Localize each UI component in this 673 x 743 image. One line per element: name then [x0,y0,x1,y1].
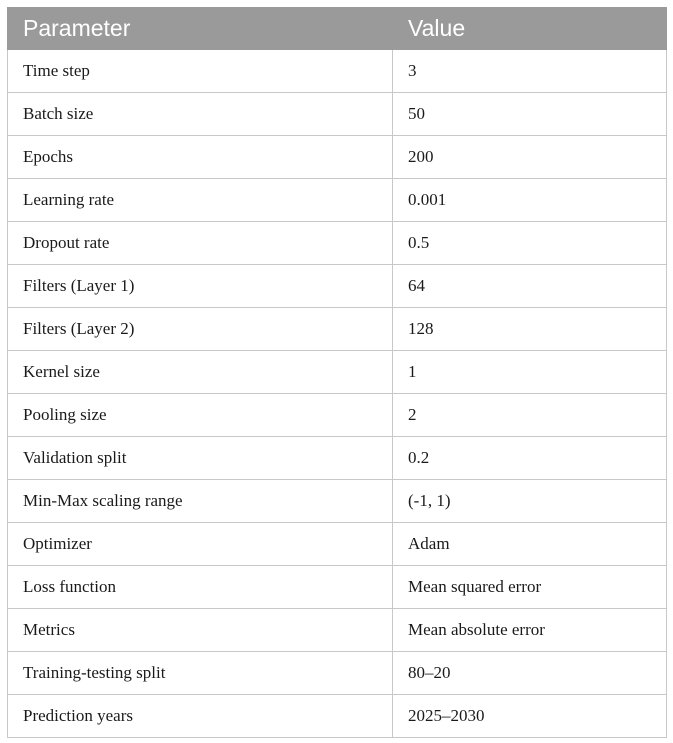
table-row [8,222,667,265]
parameter-cell: Optimizer [8,523,393,566]
table-row [8,179,667,222]
table-body [8,50,667,738]
value-cell: (-1, 1) [393,480,667,523]
table-row [8,50,667,93]
parameter-cell: Loss function [8,566,393,609]
value-cell: Mean squared error [393,566,667,609]
table-row [8,136,667,179]
parameter-cell: Pooling size [8,394,393,437]
header-row [8,8,667,50]
parameter-table [7,7,667,738]
table-row [8,308,667,351]
parameter-cell: Metrics [8,609,393,652]
value-cell: 0.001 [393,179,667,222]
value-cell: 0.2 [393,437,667,480]
value-cell: 80–20 [393,652,667,695]
parameter-cell: Min-Max scaling range [8,480,393,523]
parameter-cell: Prediction years [8,695,393,738]
table-row [8,265,667,308]
value-cell: 64 [393,265,667,308]
value-cell: Mean absolute error [393,609,667,652]
table-row [8,351,667,394]
table-row [8,652,667,695]
value-cell: 50 [393,93,667,136]
parameter-cell: Learning rate [8,179,393,222]
parameter-cell: Filters (Layer 2) [8,308,393,351]
value-cell: 3 [393,50,667,93]
table-row [8,93,667,136]
parameter-cell: Batch size [8,93,393,136]
parameter-table-container [7,7,666,738]
value-cell: 2 [393,394,667,437]
value-cell: 1 [393,351,667,394]
parameter-cell: Training-testing split [8,652,393,695]
value-cell: Adam [393,523,667,566]
parameter-cell: Time step [8,50,393,93]
header-parameter: Parameter [8,8,393,50]
header-value: Value [393,8,667,50]
value-cell: 200 [393,136,667,179]
table-row [8,695,667,738]
table-row [8,394,667,437]
parameter-cell: Validation split [8,437,393,480]
value-cell: 128 [393,308,667,351]
value-cell: 2025–2030 [393,695,667,738]
table-row [8,566,667,609]
table-row [8,523,667,566]
table-row [8,437,667,480]
table-row [8,480,667,523]
parameter-cell: Filters (Layer 1) [8,265,393,308]
parameter-cell: Epochs [8,136,393,179]
parameter-cell: Dropout rate [8,222,393,265]
table-row [8,609,667,652]
table-header [8,8,667,50]
value-cell: 0.5 [393,222,667,265]
parameter-cell: Kernel size [8,351,393,394]
